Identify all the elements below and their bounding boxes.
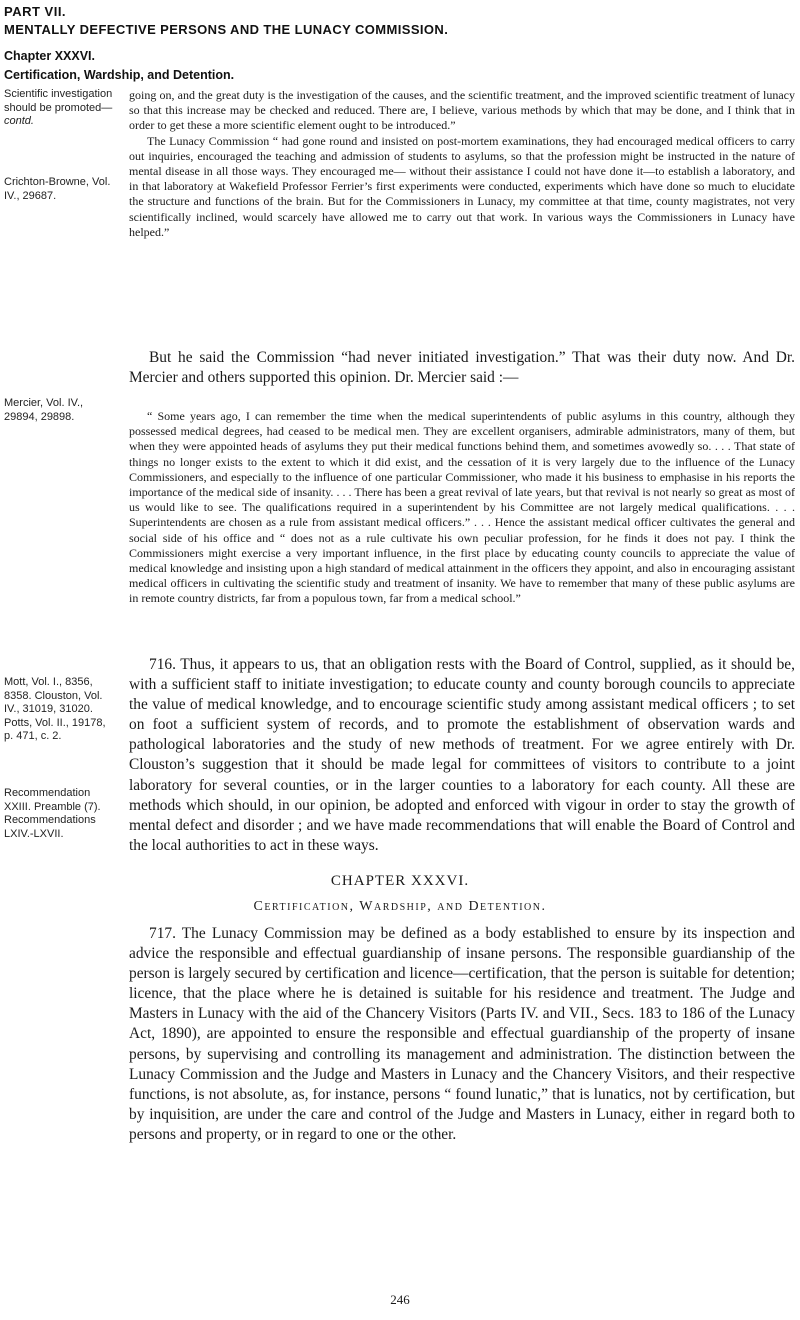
chapter-36-subtitle: Certification, Wardship, and Detention. xyxy=(253,899,547,914)
chapter-36-title: CHAPTER XXXVI. xyxy=(330,873,470,889)
part-heading: PART VII. xyxy=(4,4,67,19)
quote-paragraph: “ Some years ago, I can remember the time when the medical superintendents of public asylums in this country, although they possessed medical degrees, had ceased to be medical men. They are excellent organisers, admirable administrators, many of them, but when they were appointed heads of asylums they put their medical functions behind them, and sometimes avowedly so. . . . That state of things no longer exists to the extent to which it did exist, and the cessation of it is very largely due to the influence of the Lunacy Commissioners, and especially to the influence of one particular Commissioner, who made it his business to emphasise in his reports the importance of the medical side of insanity. . . . There has been a great revival of late years, but that revival is not nearly so great as most of us would like to see. The qualifications required in a superintendent by his Committee are not largely medical qualifications. . . . Superintendents are chosen as a rule from assistant medical officers.” . . . Hence the assistant medical officer cultivates the general and social side of his office and “ does not as a rule cultivate his own peculiar profession, for he finds it does not pay. I think the Commissioners might exercise a very important influence, in the first place by educating county councils to appreciate the value of medical knowledge and insisting upon a high standard of medical attainment in the officers they appoint, and also in encouraging assistant medical officers in cultivating the scientific study and treatment of insanity. We have to remember that many of these public asylums are in remote country districts, far from a populous town, far from a medical school.” xyxy=(129,409,795,606)
chapter-heading: Chapter XXXVI. xyxy=(4,49,95,63)
body-paragraph: 716. Thus, it appears to us, that an obligation rests with the Board of Control, supplied, as it should be, with a sufficient staff to initiate investigation; to educate county and county borough councils to appreciate the value of medical knowledge, and to encourage scientific study among assistant medical officers ; to set on foot a sufficient system of records, and to promote the establishment of observation wards and pathological laboratories and the study of new methods of treatment. For we agree entirely with Dr. Clouston’s suggestion that it should be made legal for committees of visitors to contribute to a joint laboratory for several counties, or in the larger counties to a laboratory for each county. All these are methods which should, in our opinion, be adopted and enforced with vigour in order to stay the growth of mental defect and disorder ; and we have made recommendations that will enable the Board of Control and the local authorities to act in these ways. xyxy=(129,656,795,854)
chapter-subtitle: Certification, Wardship, and Detention. xyxy=(4,68,235,82)
quote-block-1 xyxy=(129,88,795,240)
sidenote-text: Scientific investigation should be promoted— xyxy=(4,88,113,114)
sidenote-scientific-investigation xyxy=(4,88,114,129)
sidenote-crichton-browne: Crichton-Browne, Vol. IV., 29687. xyxy=(4,176,111,202)
paragraph-mid xyxy=(129,348,795,388)
body-paragraph: But he said the Commission “had never initiated investigation.” That was their duty now. And Dr. Mercier and others supported this opinion. Dr. Mercier said :— xyxy=(129,349,795,387)
body-paragraph: 717. The Lunacy Commission may be defined as a body established to ensure by its inspection and advice the responsible and effectual guardianship of insane persons. The responsible guardianship of the person is largely secured by certification and licence—certification, that the person is suitable for detention; licence, that the place where he is detained is suitable for his residence and treatment. The Judge and Masters in Lunacy with the aid of the Chancery Visitors (Parts IV. and VII., Secs. 183 to 186 of the Lunacy Act, 1890), are appointed to ensure the responsible and effectual guardianship of the property of insane persons, by supervising and controlling its management and administration. The distinction between the Lunacy Commission and the Judge and Masters in Lunacy and the Chancery Visitors, and their respective functions, is not absolute, as, for instance, persons “ found lunatic,” that is lunatics, not by certification, but by inquisition, are under the care and control of the Judge and Masters in Lunacy, either in regard both to persons and property, or in regard to one or the other. xyxy=(129,925,795,1143)
quote-paragraph: The Lunacy Commission “ had gone round and insisted on post-mortem examinations, they had encouraged medical officers to carry out inquiries, encouraged the teaching and admission of students to asylums, so that the profession might be instructed in the nature of mental disease in all those ways. They encouraged me— without their assistance I could not have done it—to establish a laboratory, and in that laboratory at Wakefield Professor Ferrier’s first experiments were conducted, experiments which have done so much to elucidate the structure and functions of the brain. But for the Commissioners in Lunacy, my committee at that time, county magistrates, not very scientifically inclined, would scarcely have allowed me to carry out that work. In various ways the Commissioners in Lunacy have helped.” xyxy=(129,133,795,239)
quote-paragraph: going on, and the great duty is the investigation of the causes, and the scientific treatment, and the improved scientific treatment of lunacy so that this increase may be checked and reduced. There are, I believe, various methods by which that may be done, and I think that in order to get these a more scientific element ought to be introduced.” xyxy=(129,88,795,133)
paragraph-717 xyxy=(129,924,795,1145)
sidenote-contd: contd. xyxy=(4,115,34,127)
sidenote-references: Mott, Vol. I., 8356, 8358. Clouston, Vol. IV., 31019, 31020. Potts, Vol. II., 19178, p. 471, c. 2. xyxy=(4,676,106,742)
sidenote-mercier: Mercier, Vol. IV., 29894, 29898. xyxy=(4,397,84,423)
page-number: 246 xyxy=(390,1292,410,1307)
running-title: MENTALLY DEFECTIVE PERSONS AND THE LUNACY COMMISSION. xyxy=(4,22,449,37)
sidenote-recommendations: Recommendation XXIII. Preamble (7). Recommendations LXIV.-LXVII. xyxy=(4,787,101,840)
paragraph-716 xyxy=(129,655,795,856)
quote-block-2 xyxy=(129,409,795,607)
